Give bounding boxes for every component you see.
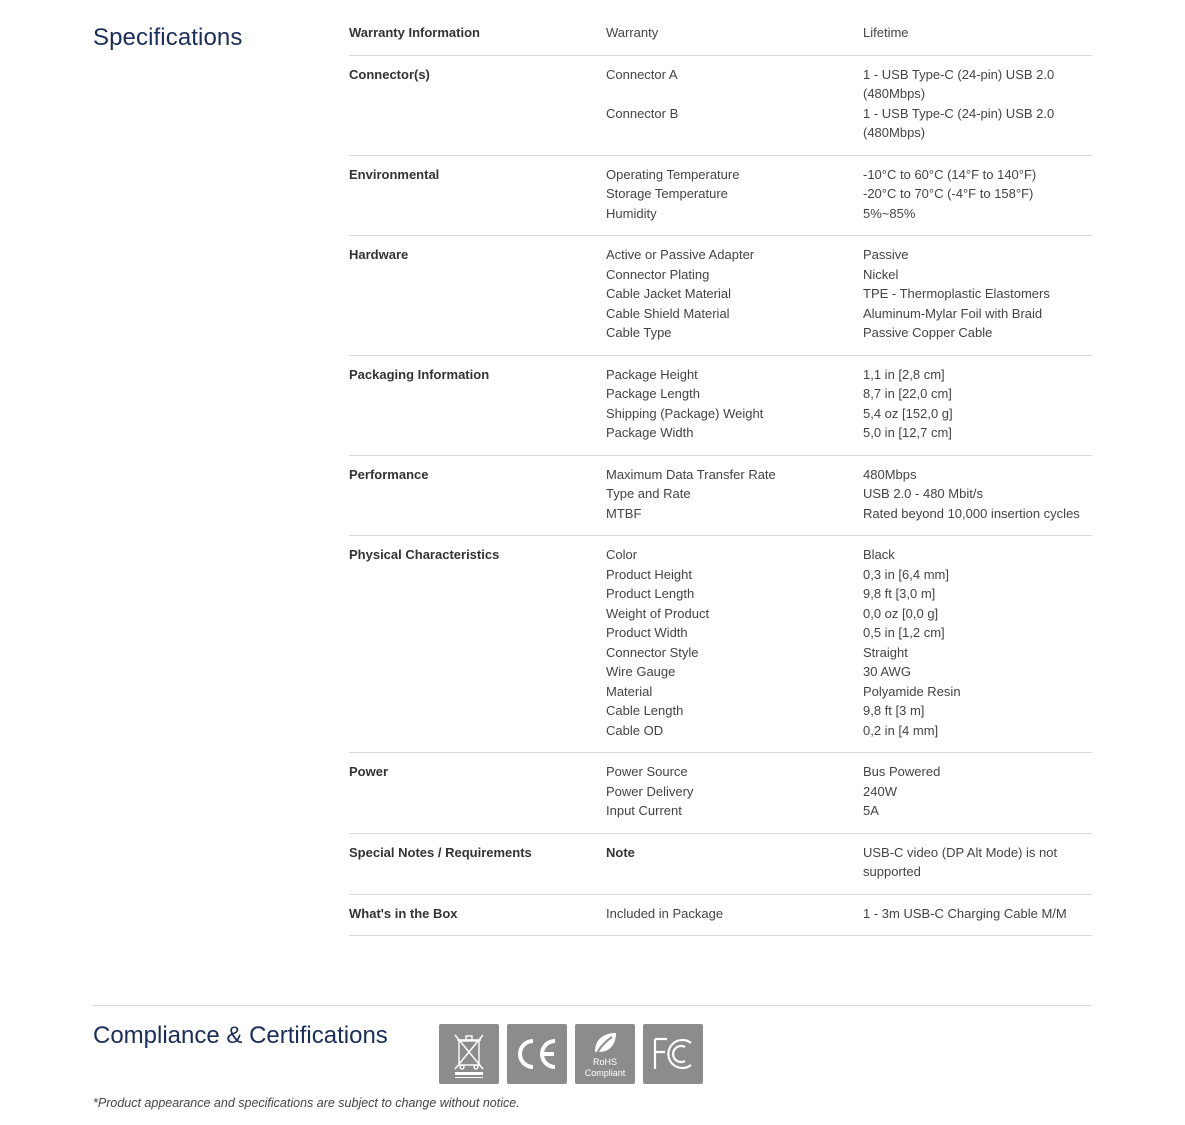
spec-row-value: Lifetime [863, 25, 909, 40]
spec-row-label: Package Width [606, 425, 694, 440]
spec-row-label: Power Delivery [606, 783, 694, 799]
spec-group-name: What's in the Box [349, 905, 458, 921]
spec-row [606, 504, 1092, 524]
spec-row [606, 904, 1092, 924]
spec-row [606, 465, 1092, 485]
spec-group [349, 356, 1092, 456]
spec-row-label: Package Height [606, 366, 698, 382]
spec-group-name: Performance [349, 466, 429, 482]
spec-row-value: Bus Powered [863, 764, 941, 779]
spec-row [606, 545, 1092, 565]
spec-row-label: Cable Length [606, 703, 684, 718]
fcc-logo [643, 1024, 703, 1084]
spec-row [606, 265, 1092, 285]
spec-row [606, 782, 1092, 802]
spec-row-label: Warranty [606, 25, 659, 40]
spec-row-label: Connector A [606, 66, 678, 82]
spec-row-label: Cable OD [606, 722, 664, 738]
spec-row-label: Color [606, 547, 638, 562]
rohs-logo [575, 1024, 635, 1084]
spec-group [349, 236, 1092, 356]
spec-row-label: Weight of Product [606, 605, 710, 621]
spec-row [606, 204, 1092, 224]
spec-row-value: 8,7 in [22,0 cm] [863, 386, 952, 401]
spec-group-rows [606, 245, 1092, 343]
spec-row [606, 484, 1092, 504]
spec-row-value: 480Mbps [863, 466, 917, 482]
spec-row [606, 643, 1092, 663]
spec-row-label: Humidity [606, 205, 657, 221]
spec-row [606, 762, 1092, 782]
spec-row [606, 565, 1092, 585]
spec-row-label: Type and Rate [606, 486, 691, 501]
spec-group [349, 156, 1092, 237]
spec-row-label: Material [606, 683, 653, 699]
spec-row-label: Maximum Data Transfer Rate [606, 466, 776, 482]
spec-row-value: 0,2 in [4 mm] [863, 722, 939, 738]
spec-row-value: Nickel [863, 266, 899, 282]
spec-row-label: Connector Plating [606, 266, 710, 282]
rohs-text-line2: Compliant [584, 1067, 626, 1078]
spec-row-label: Active or Passive Adapter [606, 247, 755, 262]
spec-row-label: Power Source [606, 764, 688, 779]
spec-row-label: Shipping (Package) Weight [606, 405, 764, 421]
spec-row [606, 801, 1092, 821]
ce-logo [507, 1024, 567, 1084]
spec-group-name: Hardware [349, 247, 409, 262]
spec-row-label: Cable Shield Material [606, 305, 730, 321]
spec-row [606, 721, 1092, 741]
spec-row-value: 1 - USB Type-C (24-pin) USB 2.0 (480Mbps) [863, 105, 1055, 140]
spec-row-label: Operating Temperature [606, 166, 740, 182]
spec-group-name: Environmental [349, 166, 440, 182]
spec-row-value: Aluminum-Mylar Foil with Braid [863, 305, 1043, 321]
weee-logo [439, 1024, 499, 1084]
spec-row [606, 843, 1092, 882]
spec-row-value: USB 2.0 - 480 Mbit/s [863, 486, 983, 501]
spec-row [606, 584, 1092, 604]
spec-row [606, 323, 1092, 343]
spec-group-name: Connector(s) [349, 66, 430, 82]
spec-row [606, 682, 1092, 702]
spec-row-label: Package Length [606, 386, 700, 401]
spec-group-name: Warranty Information [349, 25, 480, 40]
spec-group [349, 536, 1092, 753]
spec-group-name: Physical Characteristics [349, 547, 500, 562]
spec-group [349, 14, 1092, 56]
disclaimer-text: *Product appearance and specifications are subject to change without notice. [93, 1096, 520, 1110]
spec-group-rows [606, 65, 1092, 143]
spec-row-value: Passive Copper Cable [863, 325, 993, 340]
spec-group-rows [606, 843, 1092, 882]
spec-row-label: Product Length [606, 586, 695, 601]
spec-group-rows [606, 545, 1092, 740]
spec-row [606, 23, 1092, 43]
spec-row [606, 245, 1092, 265]
spec-group-rows [606, 904, 1092, 924]
spec-row [606, 165, 1092, 185]
fcc-icon [651, 1035, 695, 1073]
spec-row [606, 604, 1092, 624]
spec-row-value: Passive [863, 247, 909, 262]
spec-row-value: 0,5 in [1,2 cm] [863, 625, 945, 640]
specifications-heading: Specifications [93, 24, 243, 51]
spec-group [349, 895, 1092, 937]
spec-row [606, 423, 1092, 443]
spec-row [606, 623, 1092, 643]
spec-row-value: 30 AWG [863, 664, 911, 679]
spec-row-value: 9,8 ft [3,0 m] [863, 586, 936, 601]
spec-group-rows [606, 762, 1092, 821]
spec-row-value: 5,4 oz [152,0 g] [863, 405, 953, 421]
spec-row-value: -20°C to 70°C (-4°F to 158°F) [863, 186, 1034, 201]
spec-row-value: 5,0 in [12,7 cm] [863, 425, 952, 440]
spec-row-value: 5%~85% [863, 205, 916, 221]
spec-row-label: MTBF [606, 505, 642, 521]
spec-row-value: Polyamide Resin [863, 683, 961, 699]
ce-mark-icon [514, 1037, 560, 1071]
spec-row [606, 104, 1092, 143]
spec-row-value: 0,3 in [6,4 mm] [863, 566, 949, 582]
rohs-leaf-icon [591, 1030, 619, 1056]
spec-group-name: Special Notes / Requirements [349, 844, 532, 860]
spec-row-label: Input Current [606, 803, 682, 818]
spec-row-value: 1,1 in [2,8 cm] [863, 366, 945, 382]
rohs-text-line1: RoHS [592, 1056, 617, 1067]
spec-row-value: USB-C video (DP Alt Mode) is not supported [863, 844, 1058, 879]
spec-row-value: 0,0 oz [0,0 g] [863, 605, 939, 621]
spec-row [606, 662, 1092, 682]
spec-row-label: Product Width [606, 625, 688, 640]
spec-row-label: Connector B [606, 105, 679, 121]
compliance-heading: Compliance & Certifications [93, 1022, 388, 1049]
spec-row-label: Note [606, 844, 635, 860]
spec-group-rows [606, 165, 1092, 224]
spec-group-rows [606, 23, 1092, 43]
certification-logos [439, 1024, 703, 1084]
spec-group [349, 456, 1092, 537]
spec-group [349, 56, 1092, 156]
spec-group-rows [606, 465, 1092, 524]
spec-row-label: Cable Jacket Material [606, 286, 731, 301]
spec-group-rows [606, 365, 1092, 443]
spec-row-value: 1 - 3m USB-C Charging Cable M/M [863, 905, 1067, 921]
spec-row-value: Rated beyond 10,000 insertion cycles [863, 505, 1080, 521]
spec-row-value: 1 - USB Type-C (24-pin) USB 2.0 (480Mbps) [863, 66, 1055, 101]
spec-row-value: TPE - Thermoplastic Elastomers [863, 286, 1050, 301]
spec-row-value: 9,8 ft [3 m] [863, 703, 925, 718]
spec-row-value: 240W [863, 783, 897, 799]
weee-bin-icon [447, 1027, 491, 1081]
spec-group [349, 753, 1092, 834]
spec-row-value: -10°C to 60°C (14°F to 140°F) [863, 166, 1037, 182]
spec-group-name: Power [349, 764, 389, 779]
spec-row [606, 184, 1092, 204]
specifications-table [349, 14, 1092, 936]
spec-row [606, 384, 1092, 404]
spec-row [606, 365, 1092, 385]
spec-row-label: Connector Style [606, 644, 699, 660]
spec-row [606, 304, 1092, 324]
spec-row-label: Storage Temperature [606, 186, 728, 201]
spec-row-label: Included in Package [606, 905, 724, 921]
spec-group-name: Packaging Information [349, 366, 490, 382]
spec-row-label: Cable Type [606, 325, 672, 340]
spec-row-value: Straight [863, 644, 908, 660]
section-divider [93, 1005, 1092, 1006]
spec-row [606, 701, 1092, 721]
spec-group [349, 834, 1092, 895]
spec-row [606, 404, 1092, 424]
spec-row-label: Product Height [606, 566, 692, 582]
spec-row-value: Black [863, 547, 895, 562]
spec-row [606, 284, 1092, 304]
spec-row-label: Wire Gauge [606, 664, 676, 679]
spec-row [606, 65, 1092, 104]
spec-row-value: 5A [863, 803, 879, 818]
